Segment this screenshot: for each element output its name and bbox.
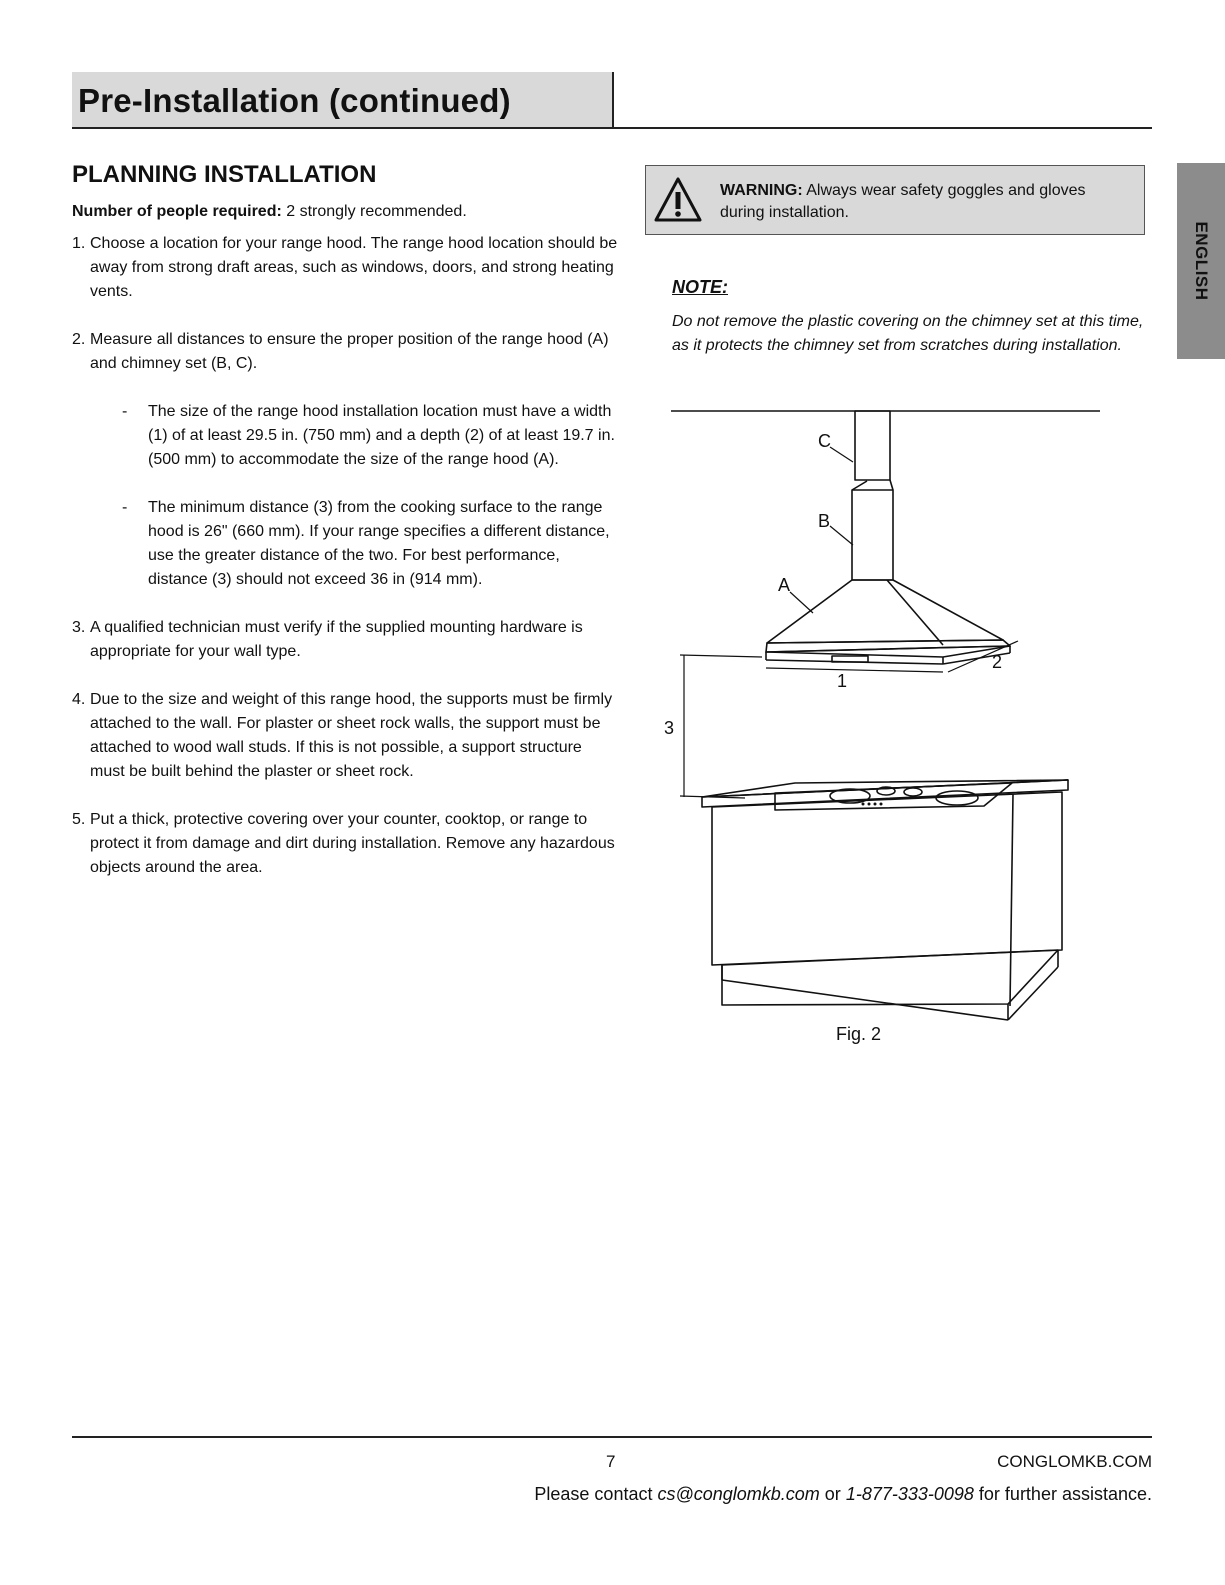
step-text: Choose a location for your range hood. The range hood location should be away from strong draft areas, such as windows, doors, and strong heating vents. xyxy=(90,235,618,300)
range-hood-diagram xyxy=(650,400,1100,1040)
chimney-lower xyxy=(852,490,893,580)
step-number: 2. xyxy=(72,331,86,348)
warning-box xyxy=(645,165,1145,235)
warning-triangle-icon xyxy=(652,174,704,226)
contact-or: or xyxy=(819,1484,846,1504)
step-text: Due to the size and weight of this range hood, the supports must be firmly attached to the wall. For plaster or sheet rock walls, the support must be attached to wood wall studs. If this is not possible, a support structure must be built behind the plaster or sheet rock. xyxy=(90,691,613,780)
contact-phone[interactable]: 1-877-333-0098 xyxy=(845,1484,974,1504)
dimension-2-line xyxy=(948,641,1018,672)
contact-prefix: Please contact xyxy=(534,1484,658,1504)
label-a: A xyxy=(778,575,791,595)
planning-section xyxy=(72,160,620,904)
section-title: PLANNING INSTALLATION xyxy=(72,161,377,188)
people-required-label: Number of people required: xyxy=(72,203,282,220)
step-2-bullet-2 xyxy=(90,496,620,592)
contact-line xyxy=(534,1484,1152,1505)
warning-label: WARNING: xyxy=(720,182,803,199)
warning-text xyxy=(720,180,1132,224)
warning-message: Always wear safety goggles and gloves during installation. xyxy=(720,182,1086,221)
page-number: 7 xyxy=(606,1452,616,1471)
step-3 xyxy=(72,616,620,664)
step-4 xyxy=(72,688,620,784)
label-c: C xyxy=(818,431,831,451)
hood-canopy xyxy=(767,580,1003,643)
footer-divider xyxy=(72,1436,1152,1438)
label-2: 2 xyxy=(992,652,1003,672)
label-1: 1 xyxy=(837,671,848,691)
step-number: 1. xyxy=(72,235,86,252)
step-number: 3. xyxy=(72,619,86,636)
cooktop xyxy=(775,783,1012,810)
burner-right xyxy=(936,791,978,805)
step-number: 5. xyxy=(72,811,86,828)
contact-email-link[interactable]: cs@conglomkb.com xyxy=(657,1484,820,1504)
figure-caption: Fig. 2 xyxy=(836,1024,882,1044)
cabinet-edge xyxy=(1010,794,1013,1006)
cabinet-body xyxy=(712,792,1062,965)
cabinet-base xyxy=(722,950,1058,1005)
step-2 xyxy=(72,328,620,592)
language-tab-label: ENGLISH xyxy=(1192,221,1211,301)
people-required xyxy=(72,200,620,224)
language-tab xyxy=(1177,163,1225,359)
header-divider xyxy=(72,127,1152,129)
chimney-upper xyxy=(855,411,890,480)
hood-rim xyxy=(766,640,1010,652)
label-3: 3 xyxy=(664,718,675,738)
website-link[interactable]: CONGLOMKB.COM xyxy=(997,1452,1152,1471)
label-b: B xyxy=(818,511,831,531)
step-5 xyxy=(72,808,620,880)
bullet-text: The size of the range hood installation location must have a width (1) of at least 29.5 in. (750 mm) and a depth (2) of at least 19.7 in. (500 mm) to accommodate the size of the range hood (A). xyxy=(148,403,615,468)
note-text: Do not remove the plastic covering on the chimney set at this time, as it protects the chimney set from scratches during installation. xyxy=(672,313,1144,354)
bullet-dash: - xyxy=(122,499,128,516)
step-text: A qualified technician must verify if the supplied mounting hardware is appropriate for your wall type. xyxy=(90,619,583,660)
note-label: NOTE: xyxy=(672,277,728,297)
dimension-1-line xyxy=(766,668,943,672)
contact-suffix: for further assistance. xyxy=(973,1484,1152,1504)
bullet-dash: - xyxy=(122,403,128,420)
step-1 xyxy=(72,232,620,304)
page-title: Pre-Installation (continued) xyxy=(78,82,511,119)
people-required-value: 2 strongly recommended. xyxy=(281,203,467,220)
step-2-bullet-1 xyxy=(90,400,620,472)
step-number: 4. xyxy=(72,691,86,708)
step-text: Put a thick, protective covering over your counter, cooktop, or range to protect it from damage and dirt during installation. Remove any hazardous objects around the area. xyxy=(90,811,615,876)
step-text: Measure all distances to ensure the proper position of the range hood (A) and chimney set (B, C). xyxy=(90,331,609,372)
burner-small-2 xyxy=(904,788,922,796)
bullet-text: The minimum distance (3) from the cooking surface to the range hood is 26" (660 mm). If your range specifies a different distance, use the greater distance of the two. For best performance, distance (3) should not exceed 36 in (914 mm). xyxy=(148,499,610,588)
